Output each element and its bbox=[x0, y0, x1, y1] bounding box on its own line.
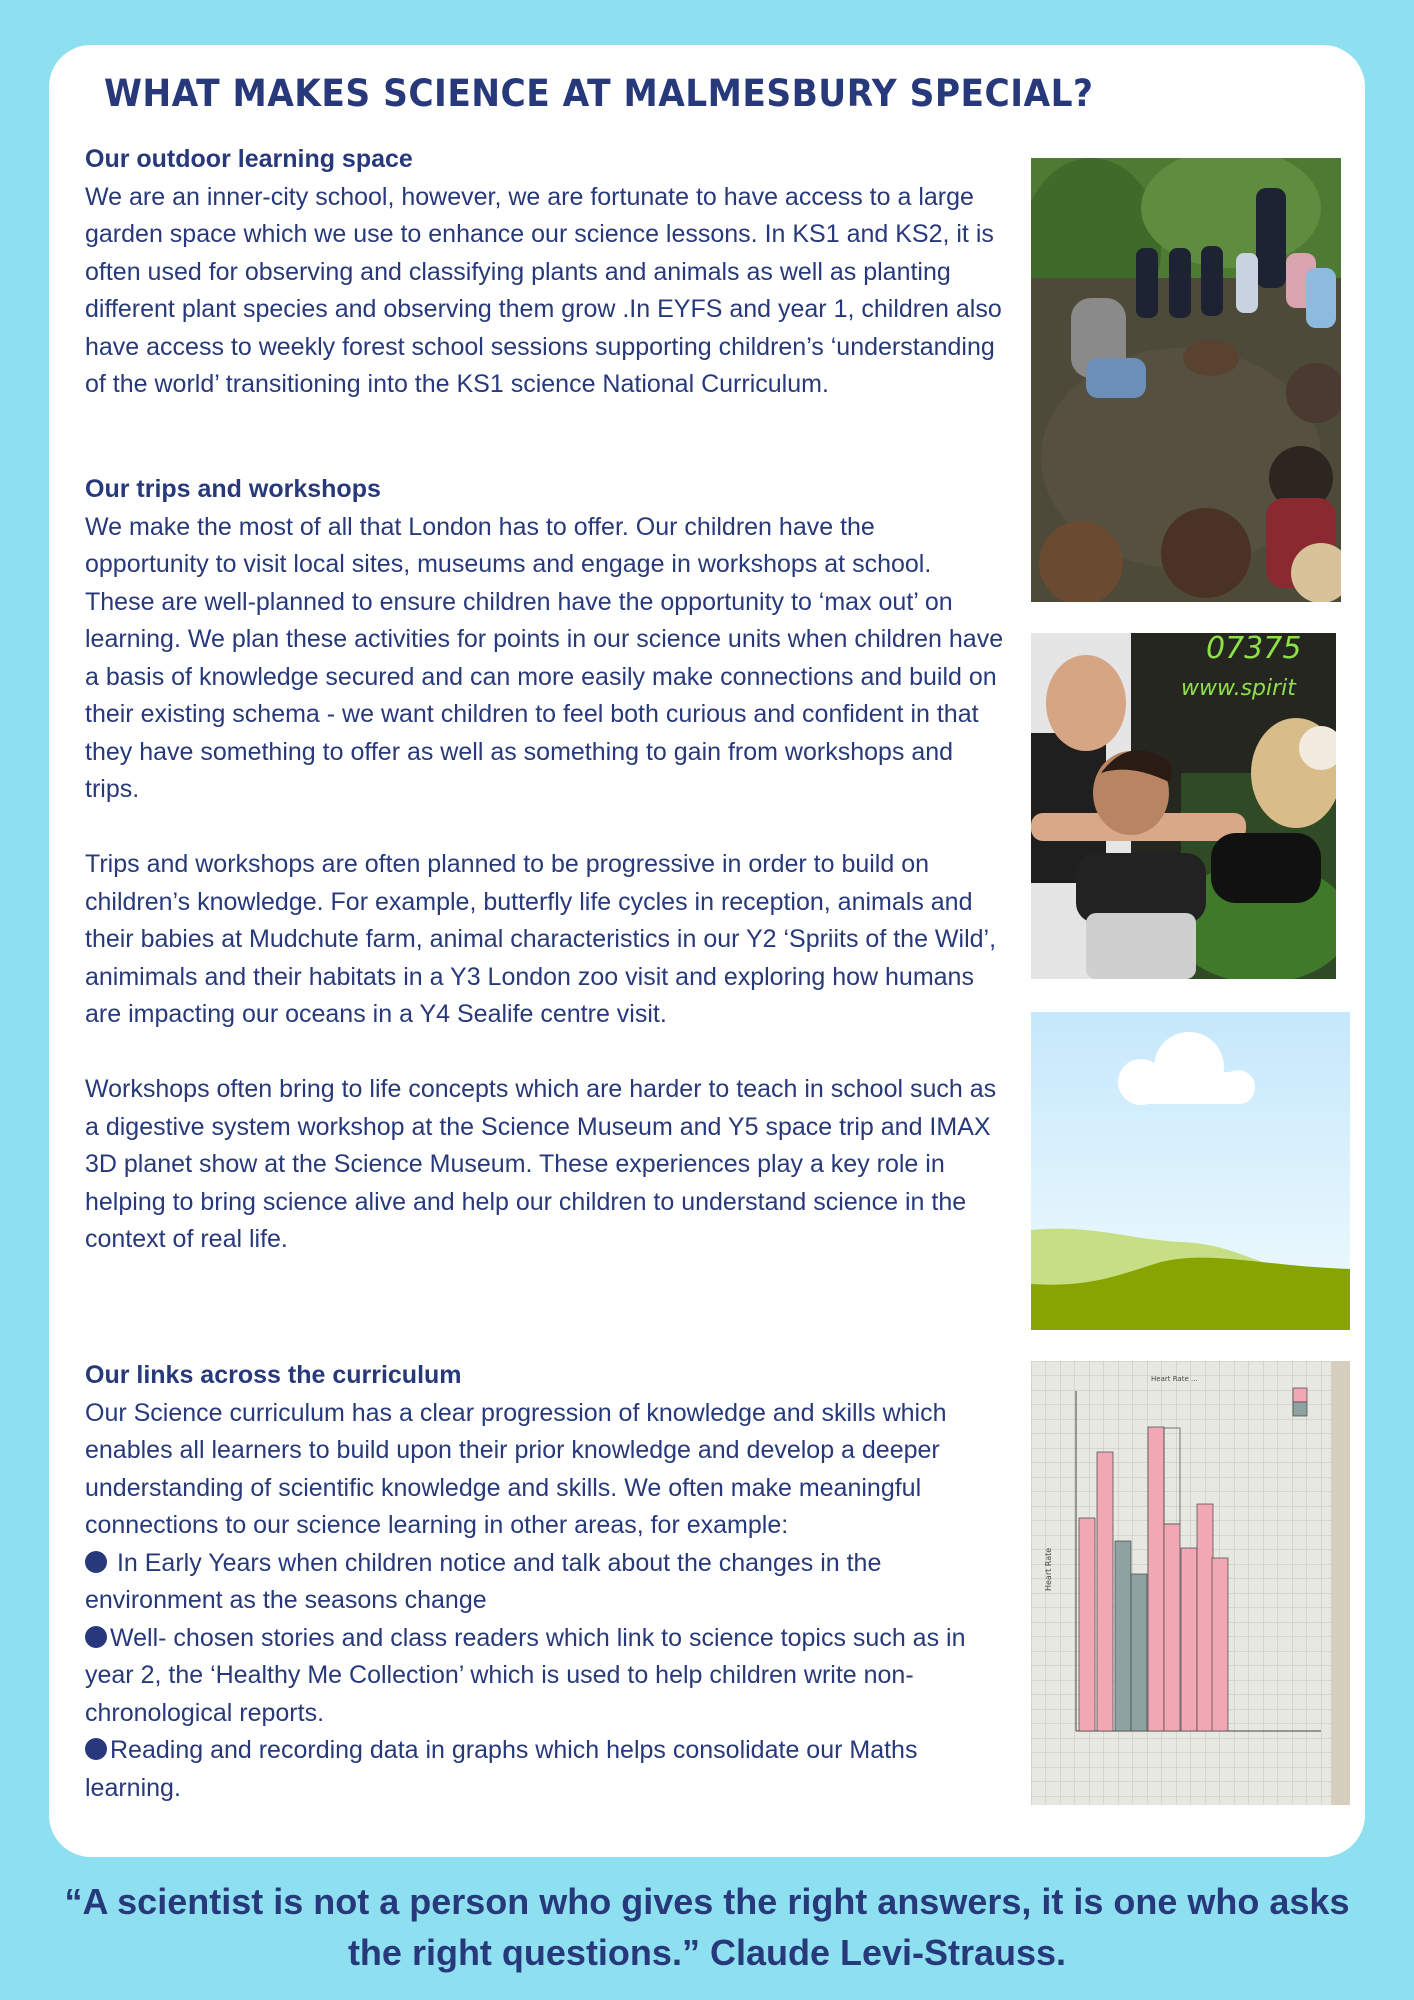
section-curriculum bbox=[85, 1357, 1005, 1807]
section-paragraph: We are an inner-city school, however, we are fortunate to have access to a large garden space which we use to enhance our science lessons. In KS1 and KS2, it is often used for observing and classifying plants and animals as well as planting different plant species and observing them grow .In EYFS and year 1, children also have access to weekly forest school sessions supporting children’s ‘understanding of the world’ transitioning into the KS1 science National Curriculum. bbox=[85, 182, 1002, 398]
svg-text:www.spirit: www.spirit bbox=[1181, 676, 1296, 701]
garden-photo bbox=[1031, 158, 1341, 602]
section-trips bbox=[85, 471, 1005, 1259]
owl-banner-text: 07375 bbox=[1206, 633, 1302, 666]
quote: “A scientist is not a person who gives the right answers, it is one who asks the right questions.” Claude Levi-Strauss. bbox=[64, 1881, 1350, 1973]
bar-graph-photo bbox=[1031, 1361, 1350, 1805]
section-paragraph: We make the most of all that London has to offer. Our children have the opportunity to visit local sites, museums and engage in workshops at school. These are well-planned to ensure children have the opportunity to ‘max out’ on learning. We plan these activities for points in our science units when children have a basis of knowledge secured and can more easily make connections and build on their existing schema - we want children to feel both curious and confident in that they have something to offer as well as something to gain from workshops and trips. bbox=[85, 512, 1004, 803]
svg-text:Heart Rate: Heart Rate bbox=[1044, 1547, 1053, 1591]
bullet-item bbox=[85, 1620, 1005, 1733]
section-intro: Our Science curriculum has a clear progression of knowledge and skills which enables all learners to build upon their prior knowledge and develop a deeper understanding of scientific knowledge and skills. We often make meaningful connections to our science learning in other areas, for example: bbox=[85, 1398, 947, 1539]
section-heading: Our outdoor learning space bbox=[85, 145, 413, 173]
owl-workshop-photo bbox=[1031, 633, 1336, 979]
section-paragraph: Workshops often bring to life concepts which are harder to teach in school such as a digestive system workshop at the Science Museum and Y5 space trip and IMAX 3D planet show at the Science Museum. These experiences play a key role in helping to bring science alive and help our children to understand science in the context of real life. bbox=[85, 1075, 997, 1253]
bullet-item bbox=[85, 1545, 1005, 1620]
svg-text:Heart Rate ...: Heart Rate ... bbox=[1151, 1375, 1198, 1383]
bullet-icon bbox=[85, 1551, 107, 1573]
bullet-text: Well- chosen stories and class readers which link to science topics such as in year 2, the ‘Healthy Me Collection’ which is used to help children write non-chronological reports. bbox=[85, 1623, 966, 1727]
section-heading: Our trips and workshops bbox=[85, 475, 381, 503]
page-title: WHAT MAKES SCIENCE AT MALMESBURY SPECIAL? bbox=[104, 72, 1094, 115]
section-paragraph: Trips and workshops are often planned to be progressive in order to build on children’s knowledge. For example, butterfly life cycles in reception, animals and their babies at Mudchute farm, animal characteristics in our Y2 ‘Spriits of the Wild’, animimals and their habitats in a Y3 London zoo visit and exploring how humans are impacting our oceans in a Y4 Sealife centre visit. bbox=[85, 850, 997, 1028]
landscape-placeholder bbox=[1031, 1012, 1350, 1330]
bullet-item bbox=[85, 1732, 1005, 1807]
bullet-text: In Early Years when children notice and talk about the changes in the environment as the seasons change bbox=[85, 1548, 882, 1614]
bullet-icon bbox=[85, 1626, 107, 1648]
section-outdoor bbox=[85, 141, 1005, 404]
bullet-text: Reading and recording data in graphs which helps consolidate our Maths learning. bbox=[85, 1736, 918, 1802]
section-heading: Our links across the curriculum bbox=[85, 1361, 462, 1389]
bullet-icon bbox=[85, 1738, 107, 1760]
